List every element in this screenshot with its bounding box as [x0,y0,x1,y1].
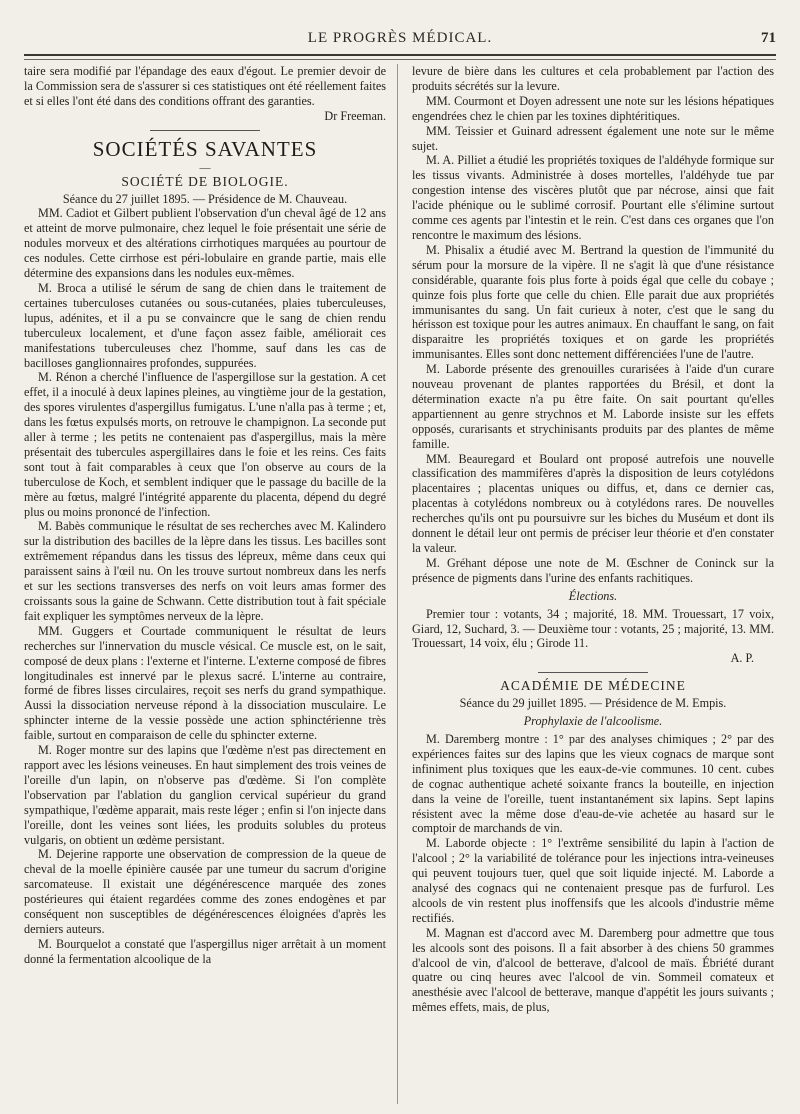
intro-signature: Dr Freeman. [324,108,386,123]
academy-title: ACADÉMIE DE MÉDECINE [500,678,686,694]
article-paragraph: M. A. Pilliet a étudié les propriétés toxiques de l'aldéhyde formique sur les tissus vivants. Administrée à doses mortelles, l'aldéhyde tue par congestion intense des viscères plutôt que par nécrose, ainsi que fait l'acide phénique ou le sublimé corrosif. Pourtant elle s'élimine surtout comme ces agents par l'intestin et le rein. C'est dans ces organes que l'on rencontre le maximum des lésions. [412,153,774,242]
article-paragraph: MM. Guggers et Courtade communiquent le résultat de leurs recherches sur l'innervation du muscle vésical. Ce muscle est, on le sait, composé de deux plans : l'externe et l'interne. L'externe composé de fibres longitudinales est innervé par le plexus sacré. L'interne au contraire, formé de fibres lisses circulaires, reçoit ses nerfs du grand sympathique. Aussi la dissociation nerveuse répond à la dissociation musculaire. Le sphincter interne de la vessie possède une action sphinctérienne très faible, surtout en comparaison de celle du sphincter externe. [24,623,386,743]
academy-seance-line: Séance du 29 juillet 1895. — Présidence de M. Empis. [459,696,727,711]
article-paragraph: MM. Courmont et Doyen adressent une note sur les lésions hépatiques engendrées chez le chien par les toxines diphtéritiques. [412,93,774,123]
society-title: SOCIÉTÉ DE BIOLOGIE. [121,173,289,189]
running-header [24,30,776,52]
article-paragraph: M. Babès communique le résultat de ses recherches avec M. Kalindero sur la distribution des bacilles de la lèpre dans les tissus. Les bacilles sont extrêmement répandus dans les tissus des lépreux, même dans ceux qui paraissent sains à l'œil nu. On les trouve surtout nombreux dans les nerfs et sur les sections transverses des nerfs on voit leurs amas former des croissants sous la gaine de Schwann. Cette distribution tout à fait spéciale fait expliquer les symptômes nerveux de la lèpre. [24,519,386,623]
column-divider [397,64,398,1104]
article-paragraph: M. Roger montre sur des lapins que l'œdème n'est pas directement en rapport avec les lésions veineuses. En haut simplement des trois veines de l'oreille d'un lapin, on n'observe pas d'œdème. Si l'on complète l'observation par l'ablation du ganglion cervical supérieur du grand sympathique, l'œdème apparait, mais reste léger ; enfin si l'on injecte dans l'oreille, dont les veines sont liées, les produits solubles du proteus vulgaris, on obtient un œdème persistant. [24,743,386,847]
section-title: SOCIÉTÉS SAVANTES [92,136,318,161]
article-paragraph: M. Gréhant dépose une note de M. Œschner de Coninck sur la présence de pigments dans l'urine des enfants rachitiques. [412,555,774,585]
journal-title: LE PROGRÈS MÉDICAL. [307,30,493,46]
header-rule-thin [24,59,776,60]
article-paragraph: MM. Cadiot et Gilbert publient l'observation d'un cheval âgé de 12 ans et atteint de morve pulmonaire, chez lequel le foie présentait une série de nodules morveux et des altérations cirrhotiques marquées au pourtour de ces nodules. Cette cirrhose est péri-lobulaire en grande partie, mais elle détermine des expansions dans les nodules eux-mêmes. [24,206,386,281]
title-dash: — [199,161,211,174]
right-column [412,64,774,1104]
article-paragraph: M. Bourquelot a constaté que l'aspergillus niger arrêtait à un moment donné la fermentation alcoolique de la [24,936,386,966]
article-paragraph: MM. Teissier et Guinard adressent également une note sur le même sujet. [412,123,774,153]
elections-heading: Élections. [568,588,618,603]
elections-text: Premier tour : votants, 34 ; majorité, 18. MM. Trouessart, 17 voix, Giard, 12, Suchard, 3. — Deuxième tour : votants, 25 ; majorité, 13. MM. Trouessart, 14 voix, élu ; Girode 11. [412,606,774,651]
article-paragraph: M. Laborde présente des grenouilles curarisées à l'aide d'un curare nouveau provenant de plantes rapportées du Brésil, et dont la détermination exacte n'a pu être faite. On sait pourtant qu'elles appartiennent au genre strychnos et M. Laborde insiste sur les effets opposés, curarisants et strychinisants produits par des plantes de même famille. [412,362,774,451]
article-paragraph: M. Rénon a cherché l'influence de l'aspergillose sur la gestation. A cet effet, il a inoculé à deux lapines pleines, au vingtième jour de la gestation, des spores virulentes d'aspergillus fumigatus. L'une n'alla pas à terme ; et, dans les fœtus expulsés morts, on retrouve le champignon. La seconde put aller à terme ; les petits ne contenaient pas d'aspergillus, mais la mère présentait des tubercules aspergillaires dans le foie et les reins. Ces faits sont tout à fait comparables à ceux que l'on observe au cours de la tuberculose de Koch, et semblent indiquer que le passage du bacille de la mère au fœtus, malgré l'intégrité apparente du placenta, dépend du degré plus ou moins prononcé de l'infection. [24,370,386,519]
academy-paragraph: M. Magnan est d'accord avec M. Daremberg pour admettre que tous les alcools sont des poisons. Il a fait absorber à des chiens 50 grammes d'alcool de vin, d'alcool de betterave, d'alcool de maïs. Ébriété durant quatre ou cinq heures avec l'alcool de vin. Sommeil comateux et anesthésie avec l'alcool de betterave, manque d'appétit les jours suivants ; mêmes effets, mais, de plus, [412,925,774,1015]
article-paragraph: M. Dejerine rapporte une observation de compression de la queue de cheval de la moelle épinière causée par une tumeur du sacrum d'origine sarcomateuse. Il existait une dégénérescence marquée des zones postérieures qui étaient regardées comme des zones endogènes et par conséquent non susceptibles de dégénérescences éloignées d'après les derniers auteurs. [24,847,386,936]
academy-separator [538,672,648,673]
seance-line: Séance du 27 juillet 1895. — Présidence de M. Chauveau. [62,191,348,206]
article-paragraph: M. Broca a utilisé le sérum de sang de chien dans le traitement de certaines tuberculoses cutanées ou sous-cutanées, plaies tuberculeuses, lupus, adénites, et il a pu se convaincre que le sang de chien rendu tuberculeux localement, et d'une façon assez faible, améliorait ces manifestations tuberculeuses chez l'homme, sauf dans les cas de bacilloses ganglionnaires profondes, suppurées. [24,280,386,370]
intro-paragraph: taire sera modifié par l'épandage des eaux d'égout. Le premier devoir de la Commission sera de s'assurer si ces statistiques ont été réellement faites et si elles l'ont été dans des conditions offrant des garanties. [24,64,386,108]
article-paragraph: levure de bière dans les cultures et cela probablement par l'action des produits sécrétés sur la levure. [412,64,774,93]
section-separator [150,130,260,131]
elections-results [412,607,774,652]
left-column [24,64,386,1104]
header-rule-thick [24,54,776,56]
academy-paragraph: M. Daremberg montre : 1° par des analyses chimiques ; 2° par des expériences faites sur des lapins que les vieux cognacs de marque sont infiniment plus toxiques que les eaux-de-vie communes. 10 cent. cubes de cognac authentique acheté soixante francs la bouteille, en injection dans la veine de l'oreille, tuent instantanément six lapins. Sept lapins résistent avec la même dose d'eau-de-vie achetée au hasard sur le comptoir de marchands de vin. [412,731,774,836]
academy-paragraph: M. Laborde objecte : 1° l'extrême sensibilité du lapin à l'action de l'alcool ; 2° la variabilité de tolérance pour les injections intra-veineuses qui peuvent toujours tuer, quel que soit liquide injecté. M. Laborde a analysé des cognacs qui ne contenaient presque pas de furfurol. Les alcools de vin restent plus inoffensifs que les alcools d'industrie même rectifiés. [412,836,774,925]
article-paragraph: MM. Beauregard et Boulard ont proposé autrefois une nouvelle classification des mammifères d'après la disposition de leurs cotylédons placentaires ; placentas uniques ou diffus, et, dans ce dernier cas, placentas à cotylédons nombreux ou à cotylédons rares. De nouvelles recherches qu'ils ont pu poursuivre sur les biches du Muséum et dont ils donnent le détail leur ont permis de préciser leur théorie et d'en constater la valeur. [412,451,774,555]
elections-signature: A. P. [730,651,754,666]
academy-subheading: Prophylaxie de l'alcoolisme. [523,714,663,729]
article-paragraph: M. Phisalix a étudié avec M. Bertrand la question de l'immunité du sérum pour la morsure de la vipère. Il ne s'agit là que d'une résistance considérable, quarante fois plus forte à poids égal que celle du cobaye ; quinze fois plus forte que celle du chien. Elle parait due aux propriétés immunisantes du sang. Un fait curieux à noter, c'est que le sang du hérisson est toxique pour les autres animaux. En chauffant le sang, on fait disparaitre les propriétés toxiques et on garde les propriétés immunisantes. Elles sont donc nettement différenciées l'une de l'autre. [412,242,774,362]
page-number: 71 [761,30,776,46]
